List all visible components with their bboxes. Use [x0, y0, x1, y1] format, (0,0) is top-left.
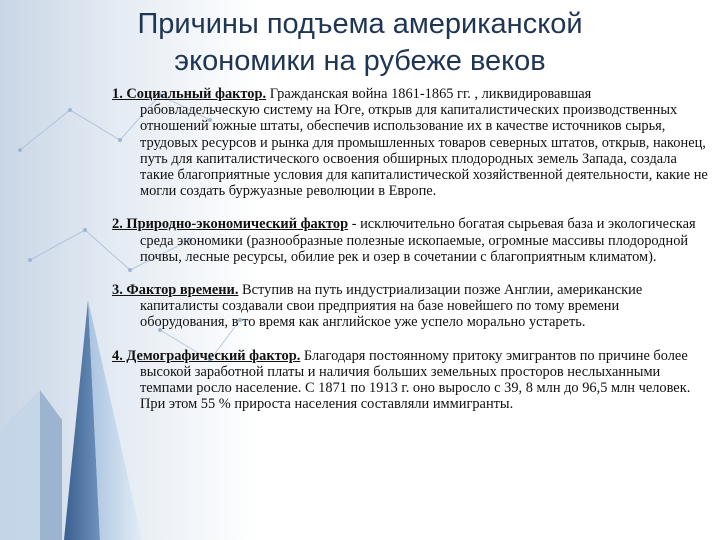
factor-heading: 2. Природно-экономический фактор [112, 216, 349, 233]
slide-title [60, 6, 660, 80]
factor-heading: 4. Демографический фактор. [112, 347, 301, 364]
title-line-2: экономики на рубеже веков [174, 45, 546, 77]
factor-item-natural-economic [112, 216, 708, 265]
factors-list [112, 86, 708, 412]
title-line-1: Причины подъема американской [137, 8, 583, 40]
factor-text: Вступив на путь индустриализации позже Англии, американские капиталисты создавали свои предприятия на базе новейшего по тому времени оборудования, в то время как английское уже успело морально устареть. [140, 282, 643, 331]
factor-item-time [112, 282, 708, 331]
factor-item-social [112, 86, 708, 199]
factor-text: Гражданская война 1861-1865 гг. , ликвидировавшая рабовладельческую систему на Юге, открыв для капиталистических производственных отношений южные штаты, обеспечив использование их в качестве источников сырья, трудовых ресурсов и рынка для промышленных товаров северных штатов, открыв, наконец, путь для капиталистического освоения обширных плодородных земель Запада, создала такие благоприятные условия для капиталистической хозяйственной деятельности, какие не могли создать буржуазные революции в Европе. [140, 86, 708, 200]
factor-heading: 1. Социальный фактор. [112, 86, 267, 102]
factor-text: Благодаря постоянному притоку эмигрантов по причине более высокой заработной платы и наличия больших земельных просторов неслыханными темпами росло население. С 1871 по 1913 г. оно выросло с 39, 8 млн до 96,5 млн человек. При этом 55 % прироста населения составляли иммигранты. [140, 347, 691, 413]
factor-heading: 3. Фактор времени. [112, 282, 239, 299]
factor-item-demographic [112, 348, 708, 413]
factor-text: - исключительно богатая сырьевая база и экологическая среда экономики (разнообразные полезные ископаемые, огромные массивы плодородной почвы, лесные ресурсы, обилие рек и озер в сочетании с благоприятным климатом). [140, 216, 696, 265]
